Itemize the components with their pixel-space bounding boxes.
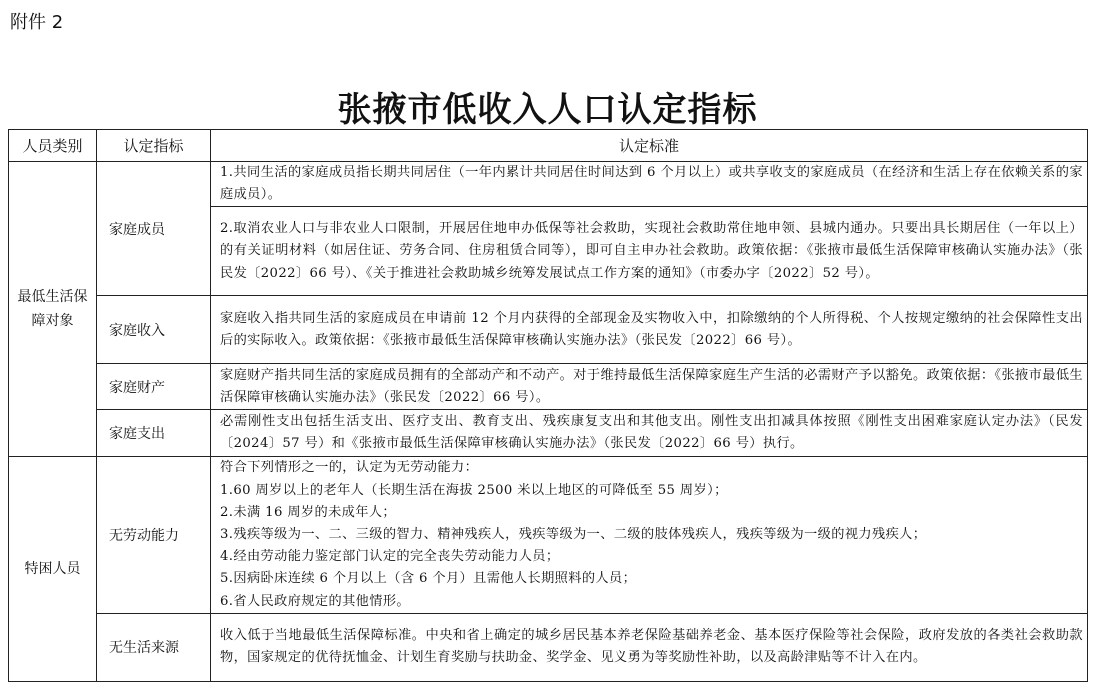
standard-cell (211, 296, 1088, 364)
table-row (9, 364, 1088, 410)
document-title: 张掖市低收入人口认定指标 (337, 90, 758, 130)
category-cell: 特困人员 (9, 457, 97, 681)
table-header-row (9, 130, 1088, 162)
standard-cell (211, 162, 1088, 207)
standard-text: 1.共同生活的家庭成员指长期共同居住（一年内累计共同居住时间达到 6 个月以上）或共享收支的家庭成员（在经济和生活上存在依赖关系的家庭成员）。 (220, 165, 1083, 203)
standard-text: 符合下列情形之一的，认定为无劳动能力： (220, 460, 479, 476)
table-row (9, 613, 1088, 681)
indicator-cell: 无劳动能力 (97, 457, 211, 613)
standard-cell (211, 457, 1088, 613)
standard-text: 5.因病卧床连续 6 个月以上（含 6 个月）且需他人长期照料的人员； (220, 571, 637, 587)
indicator-cell: 家庭收入 (97, 296, 211, 364)
standard-text: 必需刚性支出包括生活支出、医疗支出、教育支出、残疾康复支出和其他支出。刚性支出扣减具体按照《刚性支出困难家庭认定办法》（民发〔2024〕57 号）和《张掖市最低生活保障审核确认实施办法》（张民发〔2022〕66 号）执行。 (220, 414, 1083, 452)
table-row (9, 296, 1088, 364)
indicator-cell: 家庭支出 (97, 410, 211, 457)
standard-text: 家庭财产指共同生活的家庭成员拥有的全部动产和不动产。对于维持最低生活保障家庭生产生活的必需财产予以豁免。政策依据：《张掖市最低生活保障审核确认实施办法》（张民发〔2022〕66 号）。 (220, 367, 1083, 405)
standard-text: 收入低于当地最低生活保障标准。中央和省上确定的城乡居民基本养老保险基础养老金、基本医疗保险等社会保险，政府发放的各类社会救助款物，国家规定的优待抚恤金、计划生育奖励与扶助金、奖学金、见义勇为等奖励性补助，以及高龄津贴等不计入在内。 (220, 628, 1083, 666)
header-category: 人员类别 (9, 130, 97, 162)
standard-cell (211, 364, 1088, 410)
table-row (9, 457, 1088, 613)
attachment-label: 附件 2 (10, 12, 64, 33)
criteria-table (8, 129, 1088, 682)
table-row (9, 410, 1088, 457)
standard-text: 6.省人民政府规定的其他情形。 (220, 593, 411, 609)
standard-text: 2.取消农业人口与非农业人口限制，开展居住地申办低保等社会救助，实现社会救助常住地申领、县城内通办。只要出具长期居住（一年以上）的有关证明材料（如居住证、劳务合同、住房租赁合同等），即可自主申办社会救助。政策依据：《张掖市最低生活保障审核确认实施办法》（张民发〔2022〕66 号）、《关于推进社会救助城乡统筹发展试点工作方案的通知》（市委办字〔2022〕52 号）。 (220, 221, 1083, 281)
standard-cell (211, 410, 1088, 457)
indicator-cell: 家庭财产 (97, 364, 211, 410)
standard-text: 3.残疾等级为一、二、三级的智力、精神残疾人，残疾等级为一、二级的肢体残疾人，残疾等级为一级的视力残疾人； (220, 527, 927, 543)
standard-text: 家庭收入指共同生活的家庭成员在申请前 12 个月内获得的全部现金及实物收入中，扣除缴纳的个人所得税、个人按规定缴纳的社会保障性支出后的实际收入。政策依据：《张掖市最低生活保障审核确认实施办法》（张民发〔2022〕66 号）。 (220, 310, 1083, 348)
indicator-cell: 家庭成员 (97, 162, 211, 296)
standard-cell (211, 207, 1088, 296)
indicator-cell: 无生活来源 (97, 613, 211, 681)
standard-text: 2.未满 16 周岁的未成年人； (220, 504, 397, 520)
category-cell: 最低生活保障对象 (9, 162, 97, 457)
standard-text: 1.60 周岁以上的老年人（长期生活在海拔 2500 米以上地区的可降低至 55 周岁）； (220, 482, 728, 498)
standard-text: 4.经由劳动能力鉴定部门认定的完全丧失劳动能力人员； (220, 549, 560, 565)
header-standard: 认定标准 (211, 130, 1088, 162)
standard-cell (211, 613, 1088, 681)
table-row (9, 162, 1088, 207)
header-indicator: 认定指标 (97, 130, 211, 162)
